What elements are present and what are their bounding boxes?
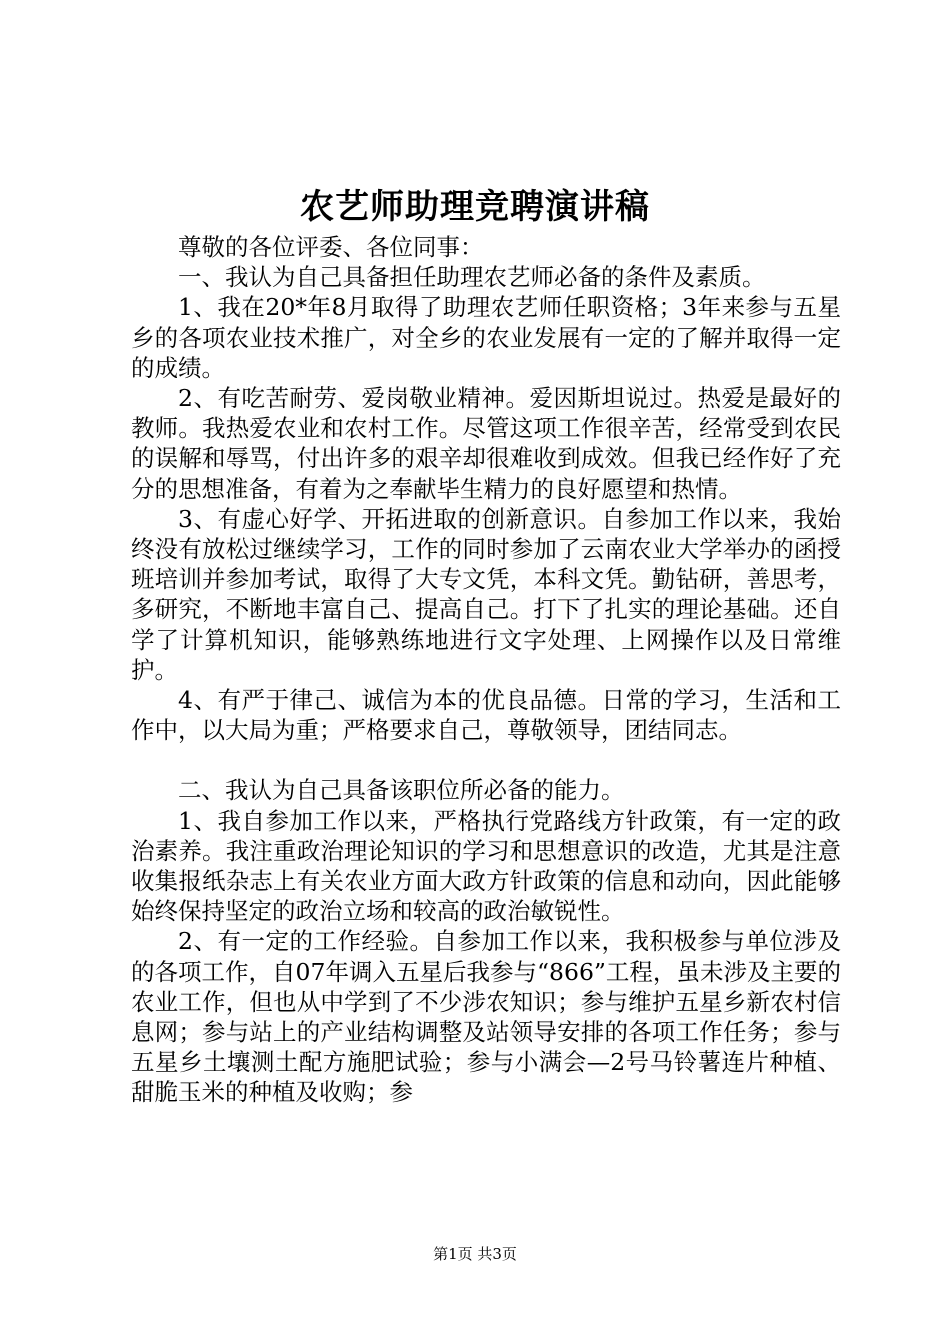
paragraph-qualification: 1、我在20*年8月取得了助理农艺师任职资格；3年来参与五星乡的各项农业技术推广，对全乡的农业发展有一定的了解并取得一定的成绩。 bbox=[131, 293, 841, 382]
document-body bbox=[131, 232, 841, 1108]
paragraph-dedication: 2、有吃苦耐劳、爱岗敬业精神。爱因斯坦说过。热爱是最好的教师。我热爱农业和农村工作。尽管这项工作很辛苦，经常受到农民的误解和辱骂，付出许多的艰辛却很难收到成效。但我已经作好了充分的思想准备，有着为之奉献毕生精力的良好愿望和热情。 bbox=[131, 384, 841, 503]
salutation-paragraph: 尊敬的各位评委、各位同事： bbox=[178, 233, 484, 261]
document-title: 农艺师助理竞聘演讲稿 bbox=[300, 187, 650, 227]
paragraph-integrity: 4、有严于律己、诚信为本的优良品德。日常的学习，生活和工作中，以大局为重；严格要求自己，尊敬领导，团结同志。 bbox=[131, 686, 841, 745]
section-two-heading: 二、我认为自己具备该职位所必备的能力。 bbox=[178, 776, 625, 805]
page-number: 第1页 共3页 bbox=[433, 1245, 517, 1263]
paragraph-learning: 3、有虚心好学、开拓进取的创新意识。自参加工作以来，我始终没有放松过继续学习，工作的同时参加了云南农业大学举办的函授班培训并参加考试，取得了大专文凭，本科文凭。勤钻研，善思考，多研究，不断地丰富自己、提高自己。打下了扎实的理论基础。还自学了计算机知识，能够熟练地进行文字处理、上网操作以及日常维护。 bbox=[131, 504, 841, 684]
paragraph-experience: 2、有一定的工作经验。自参加工作以来，我积极参与单位涉及的各项工作，自07年调入五星后我参与“866”工程，虽未涉及主要的农业工作，但也从中学到了不少涉农知识；参与维护五星乡新农村信息网；参与站上的产业结构调整及站领导安排的各项工作任务；参与五星乡土壤测土配方施肥试验；参与小满会—2号马铃薯连片种植、甜脆玉米的种植及收购；参 bbox=[131, 927, 841, 1107]
paragraph-political: 1、我自参加工作以来，严格执行党路线方针政策，有一定的政治素养。我注重政治理论知识的学习和思想意识的改造，尤其是注意收集报纸杂志上有关农业方面大政方针政策的信息和动向，因此能够始终保持坚定的政治立场和较高的政治敏锐性。 bbox=[131, 806, 841, 926]
section-one-heading: 一、我认为自己具备担任助理农艺师必备的条件及素质。 bbox=[178, 263, 766, 292]
